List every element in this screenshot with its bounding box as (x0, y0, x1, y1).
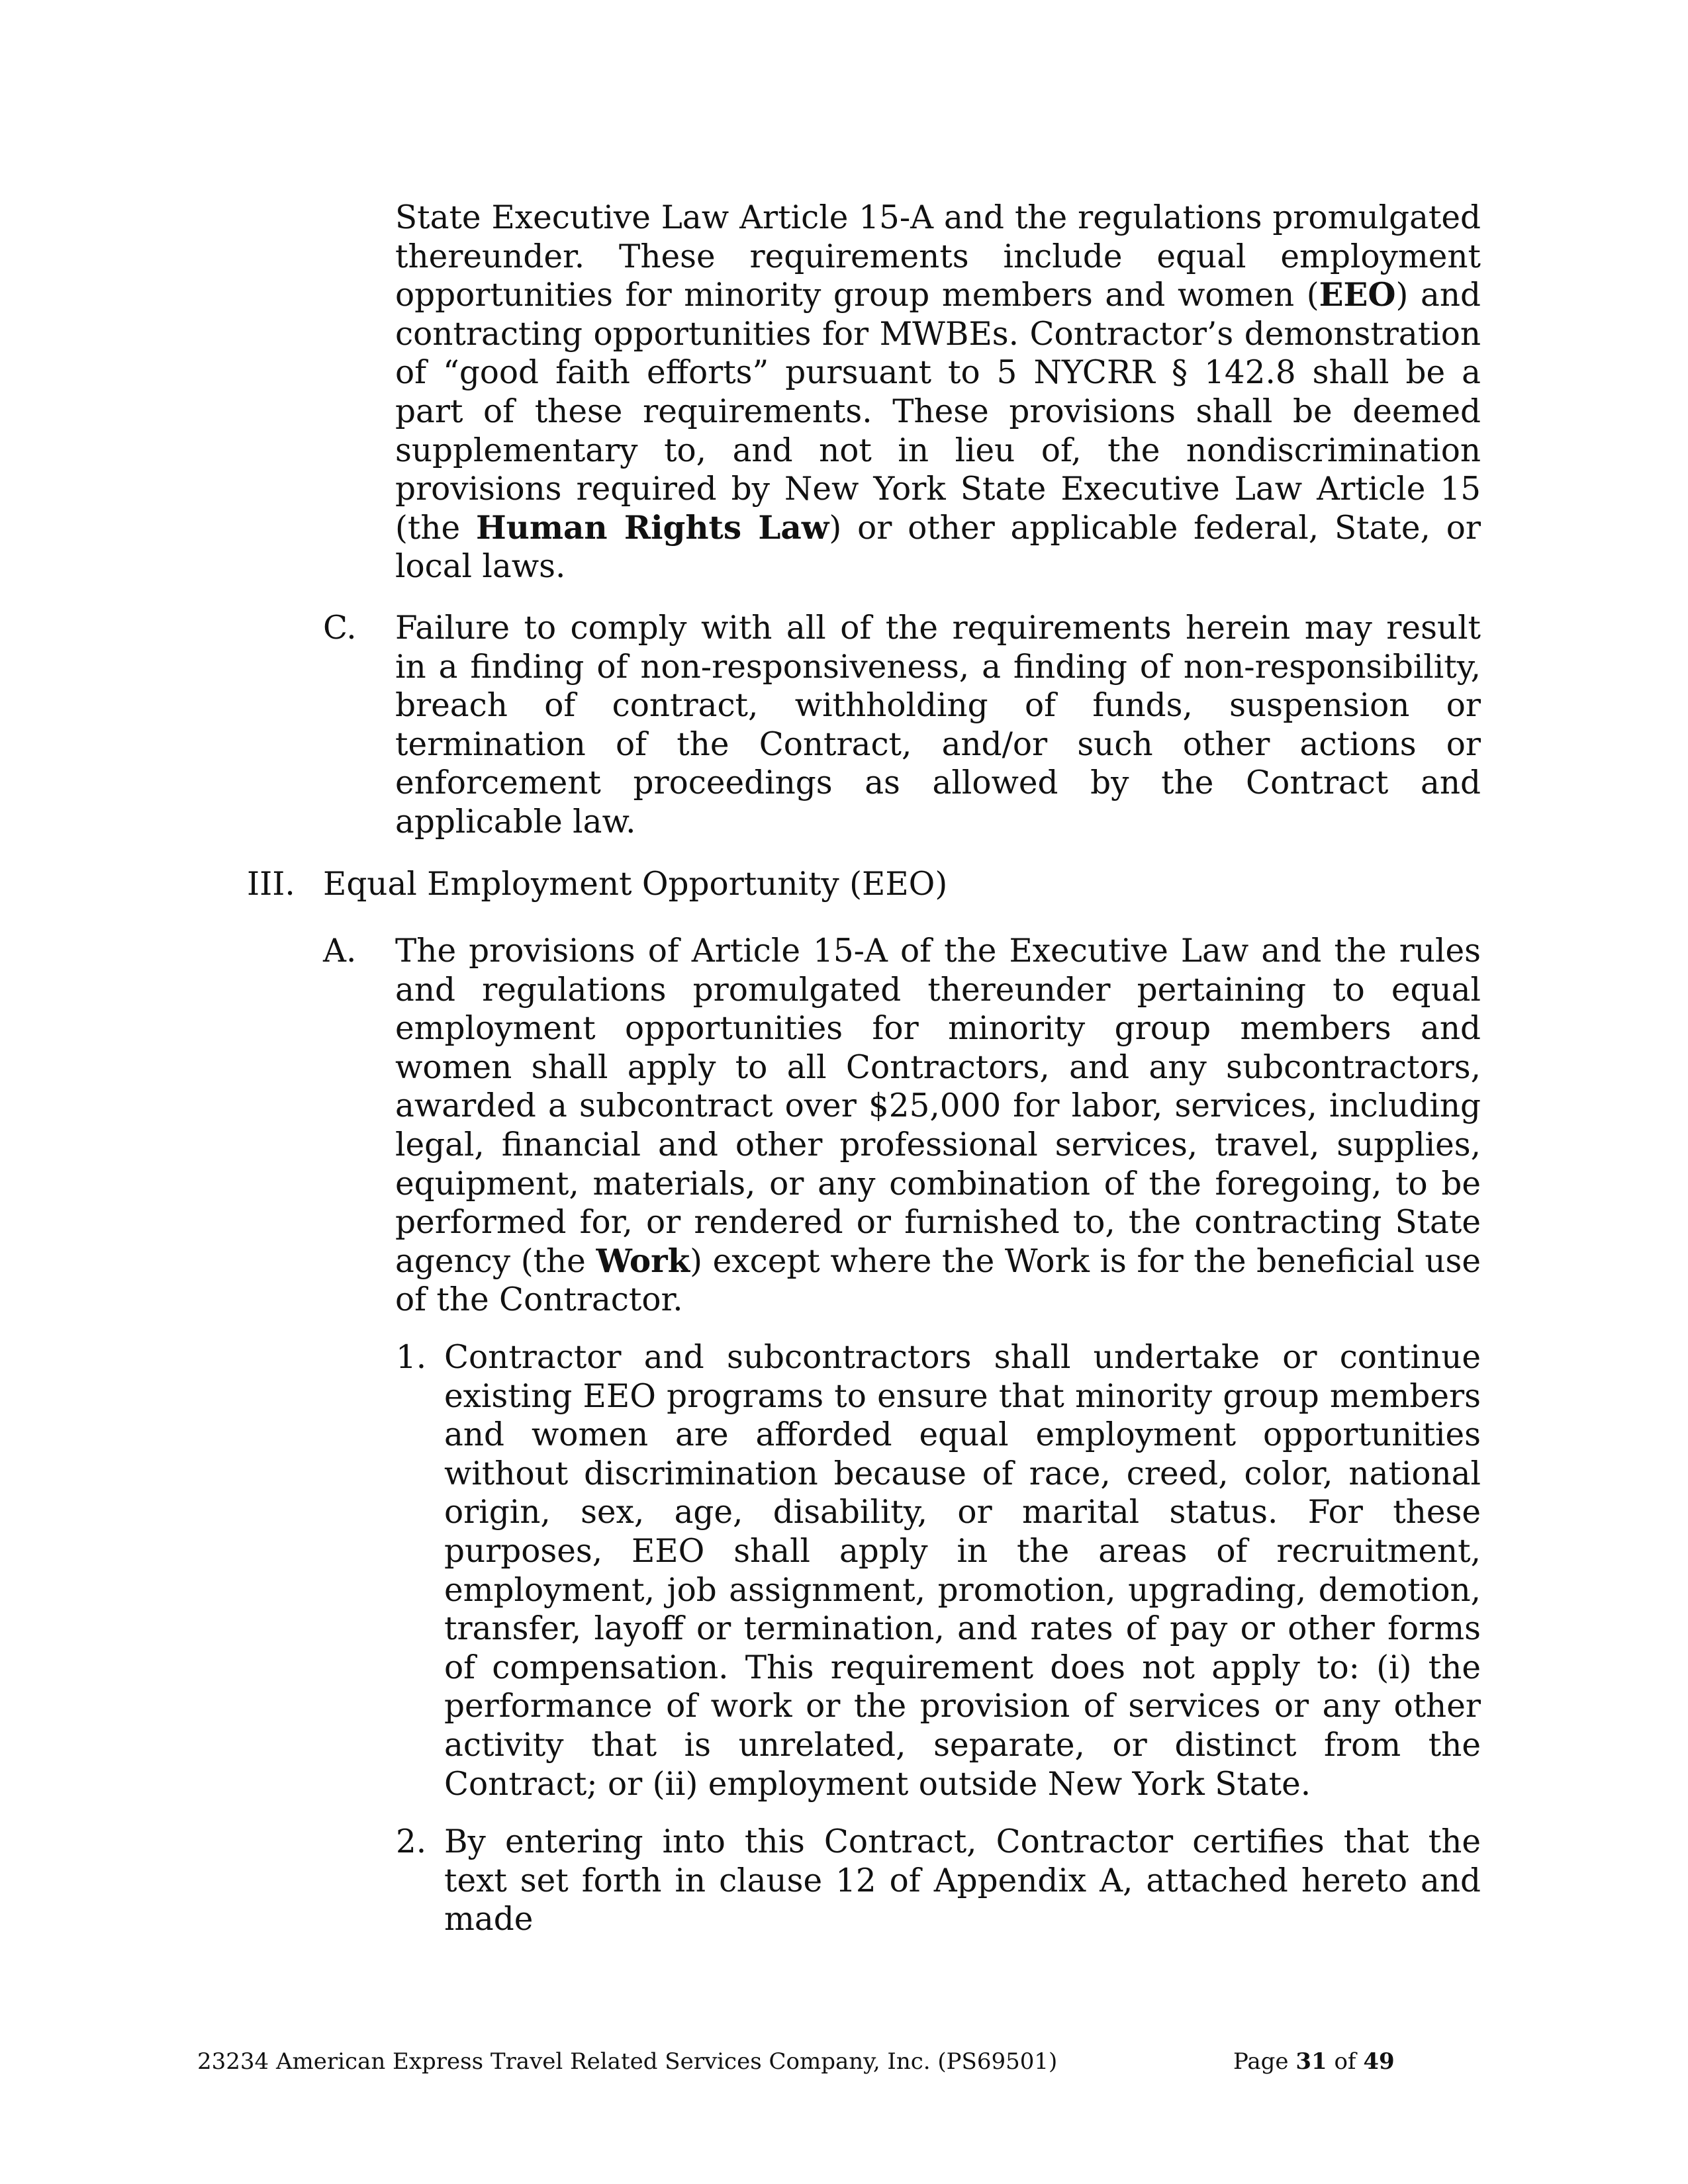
footer-company: 23234 American Express Travel Related Services Company, Inc. (PS69501) (197, 2048, 1058, 2075)
page-total: 49 (1363, 2048, 1395, 2075)
section-iii-a-text (395, 932, 1481, 1320)
item-1-label: 1. (396, 1339, 427, 1376)
section-b-text-3: ) or other applicable federal, State, or local laws. (395, 509, 1481, 586)
section-b-continuation (395, 199, 1481, 586)
section-b-text-1: State Executive Law Article 15-A and the regulations promulgated thereunder. These requirements include equal employment opportunities for minority group members and women ( (395, 199, 1481, 314)
section-c-label: C. (323, 610, 357, 647)
section-iii-title: Equal Employment Opportunity (EEO) (323, 866, 948, 903)
item-1-text: Contractor and subcontractors shall undertake or continue existing EEO programs to ensure that minority group members and women are afforded equal employment opportunities without discrimination because of race, creed, color, national origin, sex, age, disability, or marital status. For these purposes, EEO shall apply in the areas of recruitment, employment, job assignment, promotion, upgrading, demotion, transfer, layoff or termination, and rates of pay or other forms of compensation. This requirement does not apply to: (i) the performance of work or the provision of services or any other activity that is unrelated, separate, or distinct from the Contract; or (ii) employment outside New York State. (444, 1339, 1481, 1803)
page-current: 31 (1295, 2048, 1327, 2075)
page-prefix: Page (1233, 2048, 1296, 2075)
section-iii-a-label: A. (323, 933, 357, 970)
section-c-text: Failure to comply with all of the requirements herein may result in a finding of non-responsiveness, a finding of non-responsibility, breach of contract, withholding of funds, suspension or termination of the Contract, and/or such other actions or enforcement proceedings as allowed by the Contract and applicable law. (395, 610, 1481, 841)
section-b-text-2: ) and contracting opportunities for MWBEs. Contractor’s demonstration of “good faith efforts” pursuant to 5 NYCRR § 142.8 shall be a part of these requirements. These provisions shall be deemed supplementary to, and not in lieu of, the nondiscrimination provisions required by New York State Executive Law Article 15 (the (395, 277, 1481, 547)
eeo-defined-term: EEO (1319, 277, 1396, 314)
item-2-text: By entering into this Contract, Contractor certifies that the text set forth in clause 12 of Appendix A, attached hereto and made (444, 1823, 1481, 1938)
footer-page-number (1233, 2048, 1395, 2075)
item-2-label: 2. (396, 1823, 427, 1860)
page-of: of (1327, 2048, 1364, 2075)
section-iii-a-text-1: The provisions of Article 15-A of the Executive Law and the rules and regulations promulgated thereunder pertaining to equal employment opportunities for minority group members and women shall apply to all Contractors, and any subcontractors, awarded a subcontract over $25,000 for labor, services, including legal, financial and other professional services, travel, supplies, equipment, materials, or any combination of the foregoing, to be performed for, or rendered or furnished to, the contracting State agency (the (395, 933, 1481, 1280)
section-iii-label: III. (247, 866, 295, 903)
section-iii-a-text-2: ) except where the Work is for the beneficial use of the Contractor. (395, 1242, 1481, 1319)
work-defined-term: Work (596, 1242, 690, 1280)
human-rights-law-defined-term: Human Rights Law (475, 509, 829, 547)
